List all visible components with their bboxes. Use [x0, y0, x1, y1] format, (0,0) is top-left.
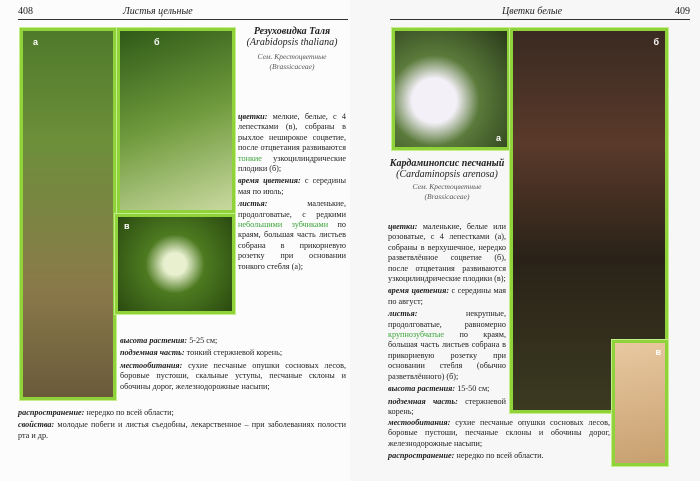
- species-header: [238, 26, 346, 72]
- right-page: [350, 0, 700, 481]
- photo-c: в: [115, 214, 235, 314]
- page-number: 409: [675, 6, 690, 17]
- family: Сем. Крестоцветные (Brassicaceae): [257, 52, 327, 71]
- species-title: Резуховидка Таля: [253, 26, 331, 37]
- photo-a: а: [20, 28, 116, 400]
- description-column: цветки: маленькие, белые или розоватые, с 4 лепестками (а), собраны в верхушечное, нередко разветвлённое соцветие (б), после отцветания развиваются узкоцилиндрические плодики (в); время цветения: с середины мая по август; листья: некрупные, продолговатые, равномерно крупнозубчатые по краям, большая часть листьев собрана в прикорневую розетку при основании стебля (обычно разветвлённого) (б); высота растения: 15-50 см; подземная часть: стержневой корень;: [388, 222, 506, 416]
- photo-b: б: [117, 28, 235, 213]
- description-bottom: распространение: нередко по всей области; свойства: молодые побеги и листья съедобны, лекарственное – при заболеваниях полости рта и др.: [18, 408, 346, 440]
- description-column: цветки: мелкие, белые, с 4 лепестками (в), собраны в рыхлое неширокое соцветие, после отцветания развиваются тонкие узкоцилиндрические плодики (б); время цветения: с середины мая по июль; листья: маленькие, продолговатые, с редкими небольшими зубчиками по краям, большая часть листьев собрана в прикорневую розетку при основании тонкого стебля (а);: [238, 112, 346, 271]
- description-bottom: местообитания: сухие песчаные опушки сосновых лесов, боровые пустоши, песчаные склоны и обочины дорог, железнодорожные насыпи; распространение: нередко по всей области.: [388, 418, 610, 461]
- page-header: [390, 6, 690, 20]
- species-header: [388, 158, 506, 202]
- page-header: [18, 6, 348, 20]
- page-number: 408: [18, 6, 33, 17]
- species-latin: (Arabidopsis thaliana): [246, 37, 338, 48]
- species-title: Кардаминопсис песчаный: [389, 158, 505, 169]
- family: Сем. Крестоцветные (Brassicaceae): [412, 182, 482, 201]
- photo-b: б: [510, 28, 668, 413]
- species-latin: (Cardaminopsis arenosa): [396, 169, 498, 180]
- section-title: Листья цельные: [123, 6, 193, 17]
- description-lower: высота растения: 5-25 см; подземная часть: тонкий стержневой корень; местообитания: сухие песчаные опушки сосновых лесов, боровые пустоши, скальные уступы, песчаные склоны и обочины дорог, железнодорожные насыпи;: [120, 336, 346, 391]
- section-title: Цветки белые: [502, 6, 563, 17]
- photo-a: а: [392, 28, 510, 150]
- photo-c: в: [612, 340, 668, 466]
